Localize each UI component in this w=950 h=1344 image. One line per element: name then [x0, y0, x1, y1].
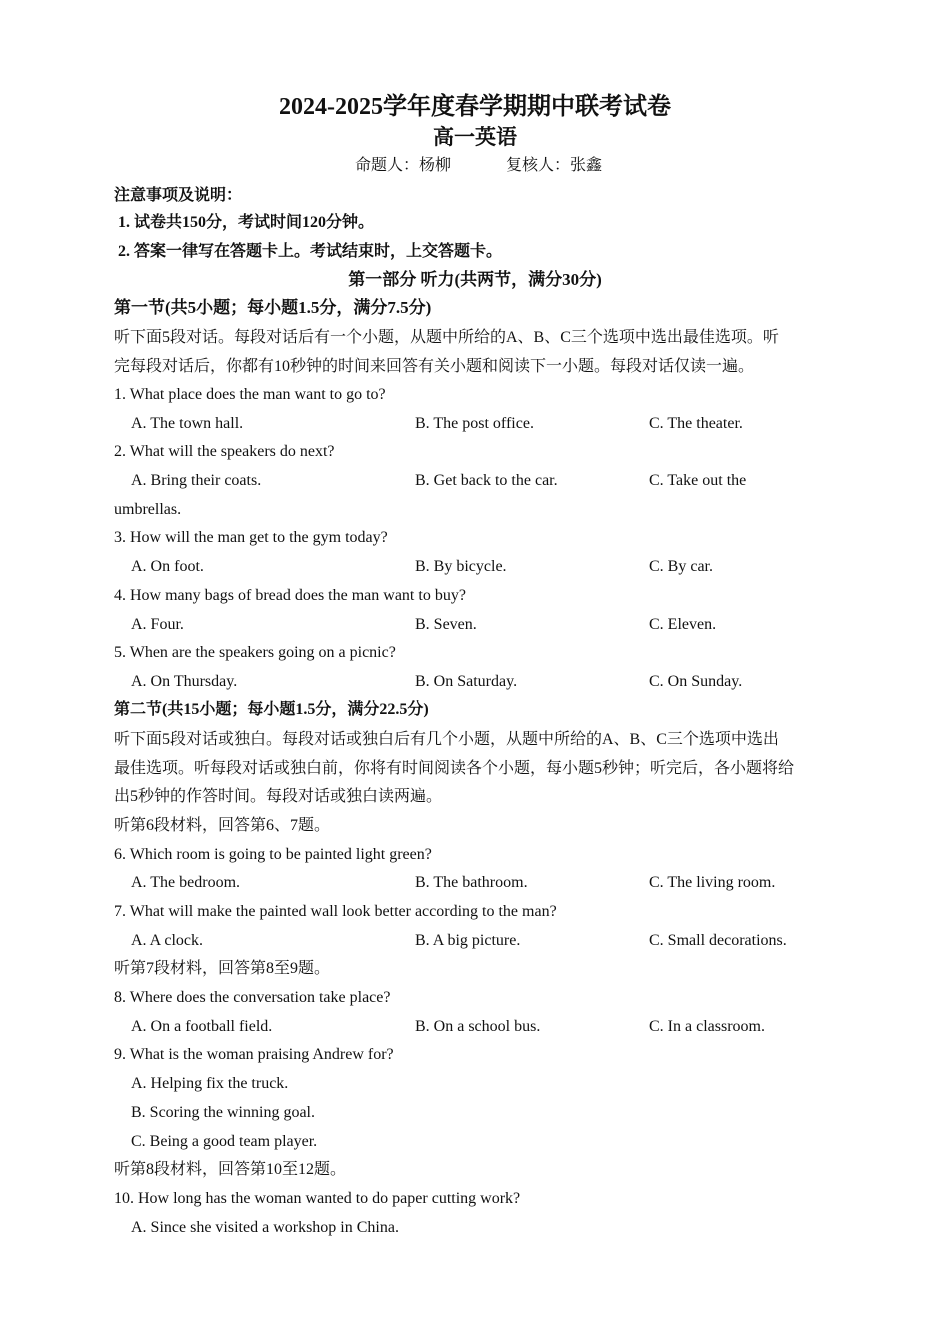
material-note: 听第6段材料，回答第6、7题。 — [114, 817, 331, 834]
option-c: C. On Sunday. — [649, 673, 743, 690]
option-a: A. The town hall. — [131, 415, 244, 432]
option-c-continued: umbrellas. — [114, 501, 182, 518]
option-b: B. On Saturday. — [415, 673, 518, 690]
option-c: C. Being a good team player. — [131, 1133, 318, 1150]
question-stem: 8. Where does the conversation take place? — [114, 989, 391, 1006]
option-a: A. Bring their coats. — [131, 472, 262, 489]
option-a: A. Helping fix the truck. — [131, 1075, 289, 1092]
section1-instruction: 完每段对话后，你都有10秒钟的时间来回答有关小题和阅读下一小题。每段对话仅读一遍。 — [114, 358, 755, 375]
question-stem: 4. How many bags of bread does the man want to buy? — [114, 587, 466, 604]
option-a: A. Four. — [131, 616, 184, 633]
option-a: A. Since she visited a workshop in China. — [131, 1219, 399, 1236]
option-c: C. Small decorations. — [649, 932, 787, 949]
option-c: C. By car. — [649, 558, 713, 575]
option-c: C. Take out the — [649, 472, 747, 489]
section2-instruction: 最佳选项。听每段对话或独白前，你将有时间阅读各个小题，每小题5秒钟；听完后，各小题将给 — [114, 760, 795, 777]
option-c: C. The living room. — [649, 874, 776, 891]
option-b: B. A big picture. — [415, 932, 521, 949]
material-note: 听第8段材料，回答第10至12题。 — [114, 1161, 347, 1178]
option-b: B. The post office. — [415, 415, 534, 432]
section2-heading: 第二节(共15小题；每小题1.5分，满分22.5分) — [114, 701, 429, 718]
option-a: A. On foot. — [131, 558, 204, 575]
option-b: B. Seven. — [415, 616, 477, 633]
option-b: B. The bathroom. — [415, 874, 528, 891]
question-stem: 1. What place does the man want to go to? — [114, 386, 386, 403]
question-stem: 5. When are the speakers going on a picnic? — [114, 644, 396, 661]
option-b: B. Get back to the car. — [415, 472, 558, 489]
option-b: B. By bicycle. — [415, 558, 507, 575]
question-stem: 10. How long has the woman wanted to do paper cutting work? — [114, 1190, 521, 1207]
part1-heading: 第一部分 听力(共两节，满分30分) — [348, 270, 602, 289]
option-c: C. The theater. — [649, 415, 743, 432]
option-c: C. In a classroom. — [649, 1018, 765, 1035]
exam-title: 2024-2025学年度春学期期中联考试卷 — [279, 94, 671, 120]
note-item: 2. 答案一律写在答题卡上。考试结束时，上交答题卡。 — [118, 243, 503, 260]
section1-instruction: 听下面5段对话。每段对话后有一个小题，从题中所给的A、B、C三个选项中选出最佳选项。听 — [114, 329, 779, 346]
section1-heading: 第一节(共5小题；每小题1.5分，满分7.5分) — [114, 298, 432, 317]
author-label: 命题人：杨柳 — [355, 157, 452, 174]
question-stem: 7. What will make the painted wall look better according to the man? — [114, 903, 557, 920]
option-b: B. Scoring the winning goal. — [131, 1104, 315, 1121]
question-stem: 3. How will the man get to the gym today? — [114, 529, 388, 546]
question-stem: 2. What will the speakers do next? — [114, 443, 335, 460]
option-a: A. The bedroom. — [131, 874, 241, 891]
option-a: A. A clock. — [131, 932, 203, 949]
question-stem: 6. Which room is going to be painted light green? — [114, 846, 432, 863]
section2-instruction: 出5秒钟的作答时间。每段对话或独白读两遍。 — [114, 788, 443, 805]
option-c: C. Eleven. — [649, 616, 717, 633]
exam-subject: 高一英语 — [433, 125, 517, 149]
option-b: B. On a school bus. — [415, 1018, 541, 1035]
reviewer-label: 复核人：张鑫 — [506, 157, 603, 174]
notes-heading: 注意事项及说明： — [114, 187, 243, 204]
section2-instruction: 听下面5段对话或独白。每段对话或独白后有几个小题，从题中所给的A、B、C三个选项中选出 — [114, 731, 779, 748]
option-a: A. On a football field. — [131, 1018, 273, 1035]
material-note: 听第7段材料，回答第8至9题。 — [114, 960, 331, 977]
option-a: A. On Thursday. — [131, 673, 238, 690]
question-stem: 9. What is the woman praising Andrew for? — [114, 1046, 394, 1063]
note-item: 1. 试卷共150分，考试时间120分钟。 — [118, 214, 375, 231]
